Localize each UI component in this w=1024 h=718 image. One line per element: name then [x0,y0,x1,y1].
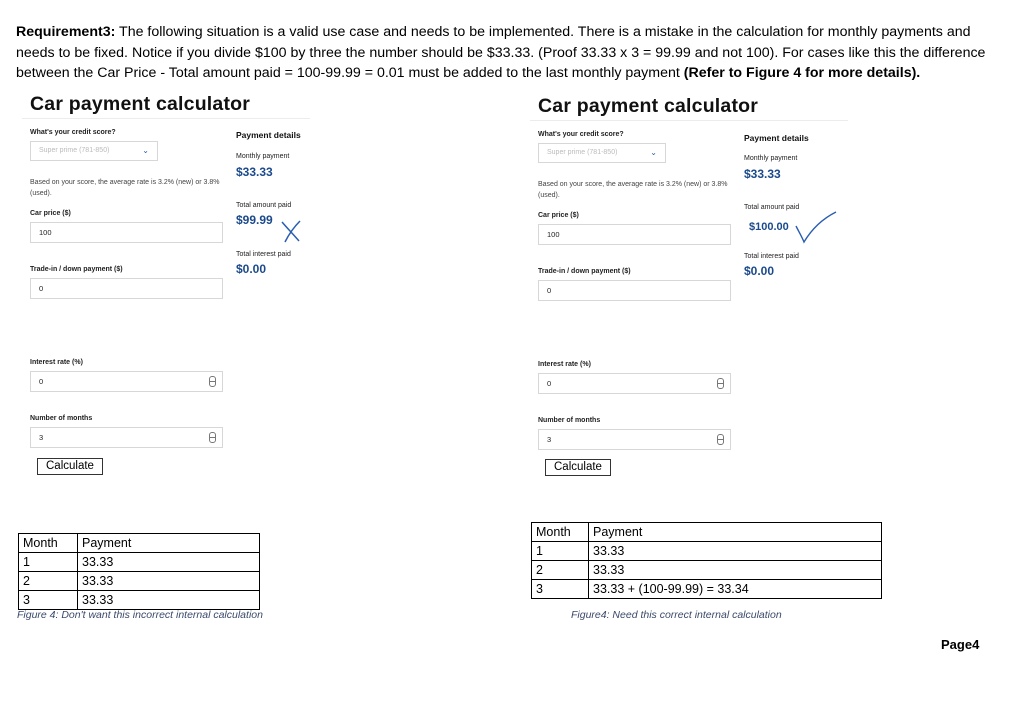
table-row [532,523,882,542]
right-details-heading: Payment details [744,133,809,143]
table-cell: 33.33 [78,572,260,591]
left-credit-select[interactable] [30,141,158,161]
requirement-body: The following situation is a valid use case and needs to be implemented. There is a mistake in the calculation for monthly payments and needs to be fixed. Notice if you divide $100 by three the number should be $33.33. (Proof 33.33 x 3 = 99.99 and not 100). For cases like this the difference between the Car Price - Total amount paid = 100-99.99 = 0.01 must be added to the last monthly payment [16,24,986,81]
right-total-value: $100.00 [749,221,789,233]
left-credit-label: What's your credit score? [30,129,116,136]
left-interest-paid-value: $0.00 [236,262,267,276]
table-row [19,534,260,553]
right-months-input[interactable] [538,429,731,450]
left-months-label: Number of months [30,415,93,422]
left-monthly-label: Monthly payment [236,153,290,160]
left-total-value: $99.99 [236,213,273,227]
right-credit-label: What's your credit score? [538,131,624,138]
table-header-payment: Payment [78,534,260,553]
table-row [532,542,882,561]
requirement-bold-tail: (Refer to Figure 4 for more details). [683,65,921,81]
table-cell: 3 [532,580,589,599]
left-details-heading: Payment details [236,130,301,140]
left-interest-paid-label: Total interest paid [236,251,291,258]
table-cell: 1 [532,542,589,561]
right-interest-paid-value: $0.00 [744,264,775,278]
page-number: Page4 [941,637,980,652]
right-interest-label: Interest rate (%) [538,361,591,368]
table-cell: 2 [19,572,78,591]
left-monthly-value: $33.33 [236,165,273,179]
right-monthly-value: $33.33 [744,167,781,181]
table-row [532,561,882,580]
right-months-value: 3 [547,435,552,444]
table-cell: 33.33 [78,591,260,610]
right-credit-select[interactable] [538,143,666,163]
left-months-input[interactable] [30,427,223,448]
table-cell: 1 [19,553,78,572]
right-calculate-button[interactable]: Calculate [545,459,611,476]
left-title-divider [22,118,310,119]
right-credit-value: Super prime (781-850) [547,149,618,156]
left-credit-value: Super prime (781-850) [39,147,110,154]
table-row [532,580,882,599]
right-interest-paid-label: Total interest paid [744,253,799,260]
table-cell: 33.33 + (100-99.99) = 33.34 [589,580,882,599]
right-months-label: Number of months [538,417,601,424]
left-rate-note: Based on your score, the average rate is 3.2% (new) or 3.8% (used). [30,179,220,197]
left-interest-input[interactable] [30,371,223,392]
chevron-down-icon: ⌄ [650,148,657,157]
table-cell: 33.33 [589,542,882,561]
table-row [19,553,260,572]
right-price-label: Car price ($) [538,212,579,219]
table-header-month: Month [532,523,589,542]
stepper-icon[interactable] [717,378,724,389]
requirement-heading: Requirement3: [16,24,116,40]
chevron-down-icon: ⌄ [142,146,149,155]
right-total-label: Total amount paid [744,204,800,211]
stepper-icon[interactable] [717,434,724,445]
table-header-payment: Payment [589,523,882,542]
left-calculate-button[interactable]: Calculate [37,458,103,475]
left-interest-value: 0 [39,377,44,386]
left-trade-input[interactable]: 0 [30,278,223,299]
left-price-input[interactable]: 100 [30,222,223,243]
right-monthly-label: Monthly payment [744,155,798,162]
right-rate-note: Based on your score, the average rate is 3.2% (new) or 3.8% (used). [538,181,728,199]
right-table-caption: Figure4: Need this correct internal calculation [571,609,782,621]
left-table-caption: Figure 4: Don't want this incorrect internal calculation [17,609,263,621]
stepper-icon[interactable] [209,432,216,443]
stepper-icon[interactable] [209,376,216,387]
left-calculator-title: Car payment calculator [30,93,251,115]
table-row [19,591,260,610]
left-months-value: 3 [39,433,44,442]
right-price-input[interactable]: 100 [538,224,731,245]
left-total-label: Total amount paid [236,202,292,209]
table-header-month: Month [19,534,78,553]
left-price-label: Car price ($) [30,210,71,217]
left-interest-label: Interest rate (%) [30,359,83,366]
right-trade-label: Trade-in / down payment ($) [538,268,631,275]
right-interest-input[interactable] [538,373,731,394]
table-cell: 3 [19,591,78,610]
table-cell: 33.33 [78,553,260,572]
left-trade-label: Trade-in / down payment ($) [30,266,123,273]
right-trade-input[interactable]: 0 [538,280,731,301]
right-interest-value: 0 [547,379,552,388]
cross-mark-icon [279,219,303,243]
table-row [19,572,260,591]
right-calculator-title: Car payment calculator [538,95,759,117]
requirement-paragraph [16,22,1006,84]
left-payment-table [18,533,260,610]
table-cell: 33.33 [589,561,882,580]
check-mark-icon [794,210,838,244]
right-payment-table [531,522,882,599]
table-cell: 2 [532,561,589,580]
right-title-divider [530,120,848,121]
